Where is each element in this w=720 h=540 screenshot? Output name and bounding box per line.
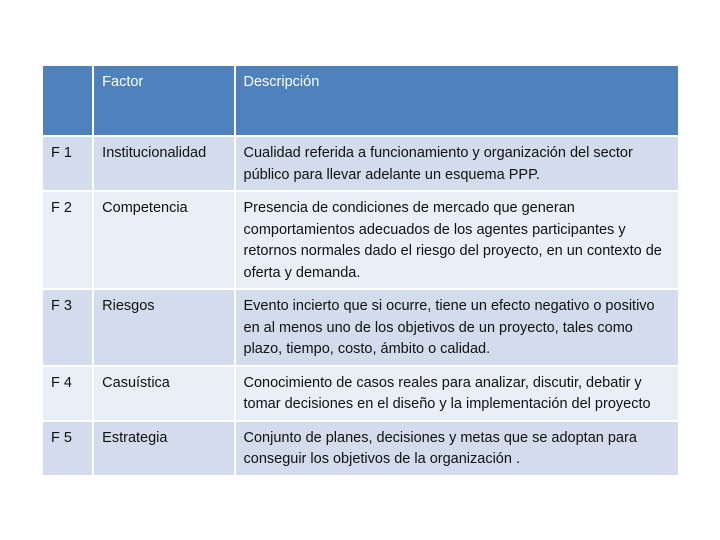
table-row xyxy=(43,422,678,477)
row-id: F 2 xyxy=(43,192,94,290)
header-factor: Factor xyxy=(94,66,235,137)
row-descripcion: Presencia de condiciones de mercado que generan comportamientos adecuados de los agentes participantes y retornos normales dado el riesgo del proyecto, en un contexto de oferta y demanda. xyxy=(236,192,678,290)
table-header-row xyxy=(43,66,678,137)
row-id: F 1 xyxy=(43,137,94,192)
row-factor: Casuística xyxy=(94,367,235,422)
table-row xyxy=(43,192,678,290)
factors-table xyxy=(43,66,678,477)
row-factor: Institucionalidad xyxy=(94,137,235,192)
table-row xyxy=(43,137,678,192)
table-row xyxy=(43,290,678,367)
row-factor: Riesgos xyxy=(94,290,235,367)
row-id: F 5 xyxy=(43,422,94,477)
row-factor: Estrategia xyxy=(94,422,235,477)
row-descripcion: Conocimiento de casos reales para analizar, discutir, debatir y tomar decisiones en el diseño y la implementación del proyecto xyxy=(236,367,678,422)
table-row xyxy=(43,367,678,422)
row-factor: Competencia xyxy=(94,192,235,290)
header-id xyxy=(43,66,94,137)
row-id: F 4 xyxy=(43,367,94,422)
header-descripcion: Descripción xyxy=(236,66,678,137)
row-descripcion: Conjunto de planes, decisiones y metas que se adoptan para conseguir los objetivos de la organización . xyxy=(236,422,678,477)
row-descripcion: Evento incierto que si ocurre, tiene un efecto negativo o positivo en al menos uno de los objetivos de un proyecto, tales como plazo, tiempo, costo, ámbito o calidad. xyxy=(236,290,678,367)
row-descripcion: Cualidad referida a funcionamiento y organización del sector público para llevar adelante un esquema PPP. xyxy=(236,137,678,192)
row-id: F 3 xyxy=(43,290,94,367)
